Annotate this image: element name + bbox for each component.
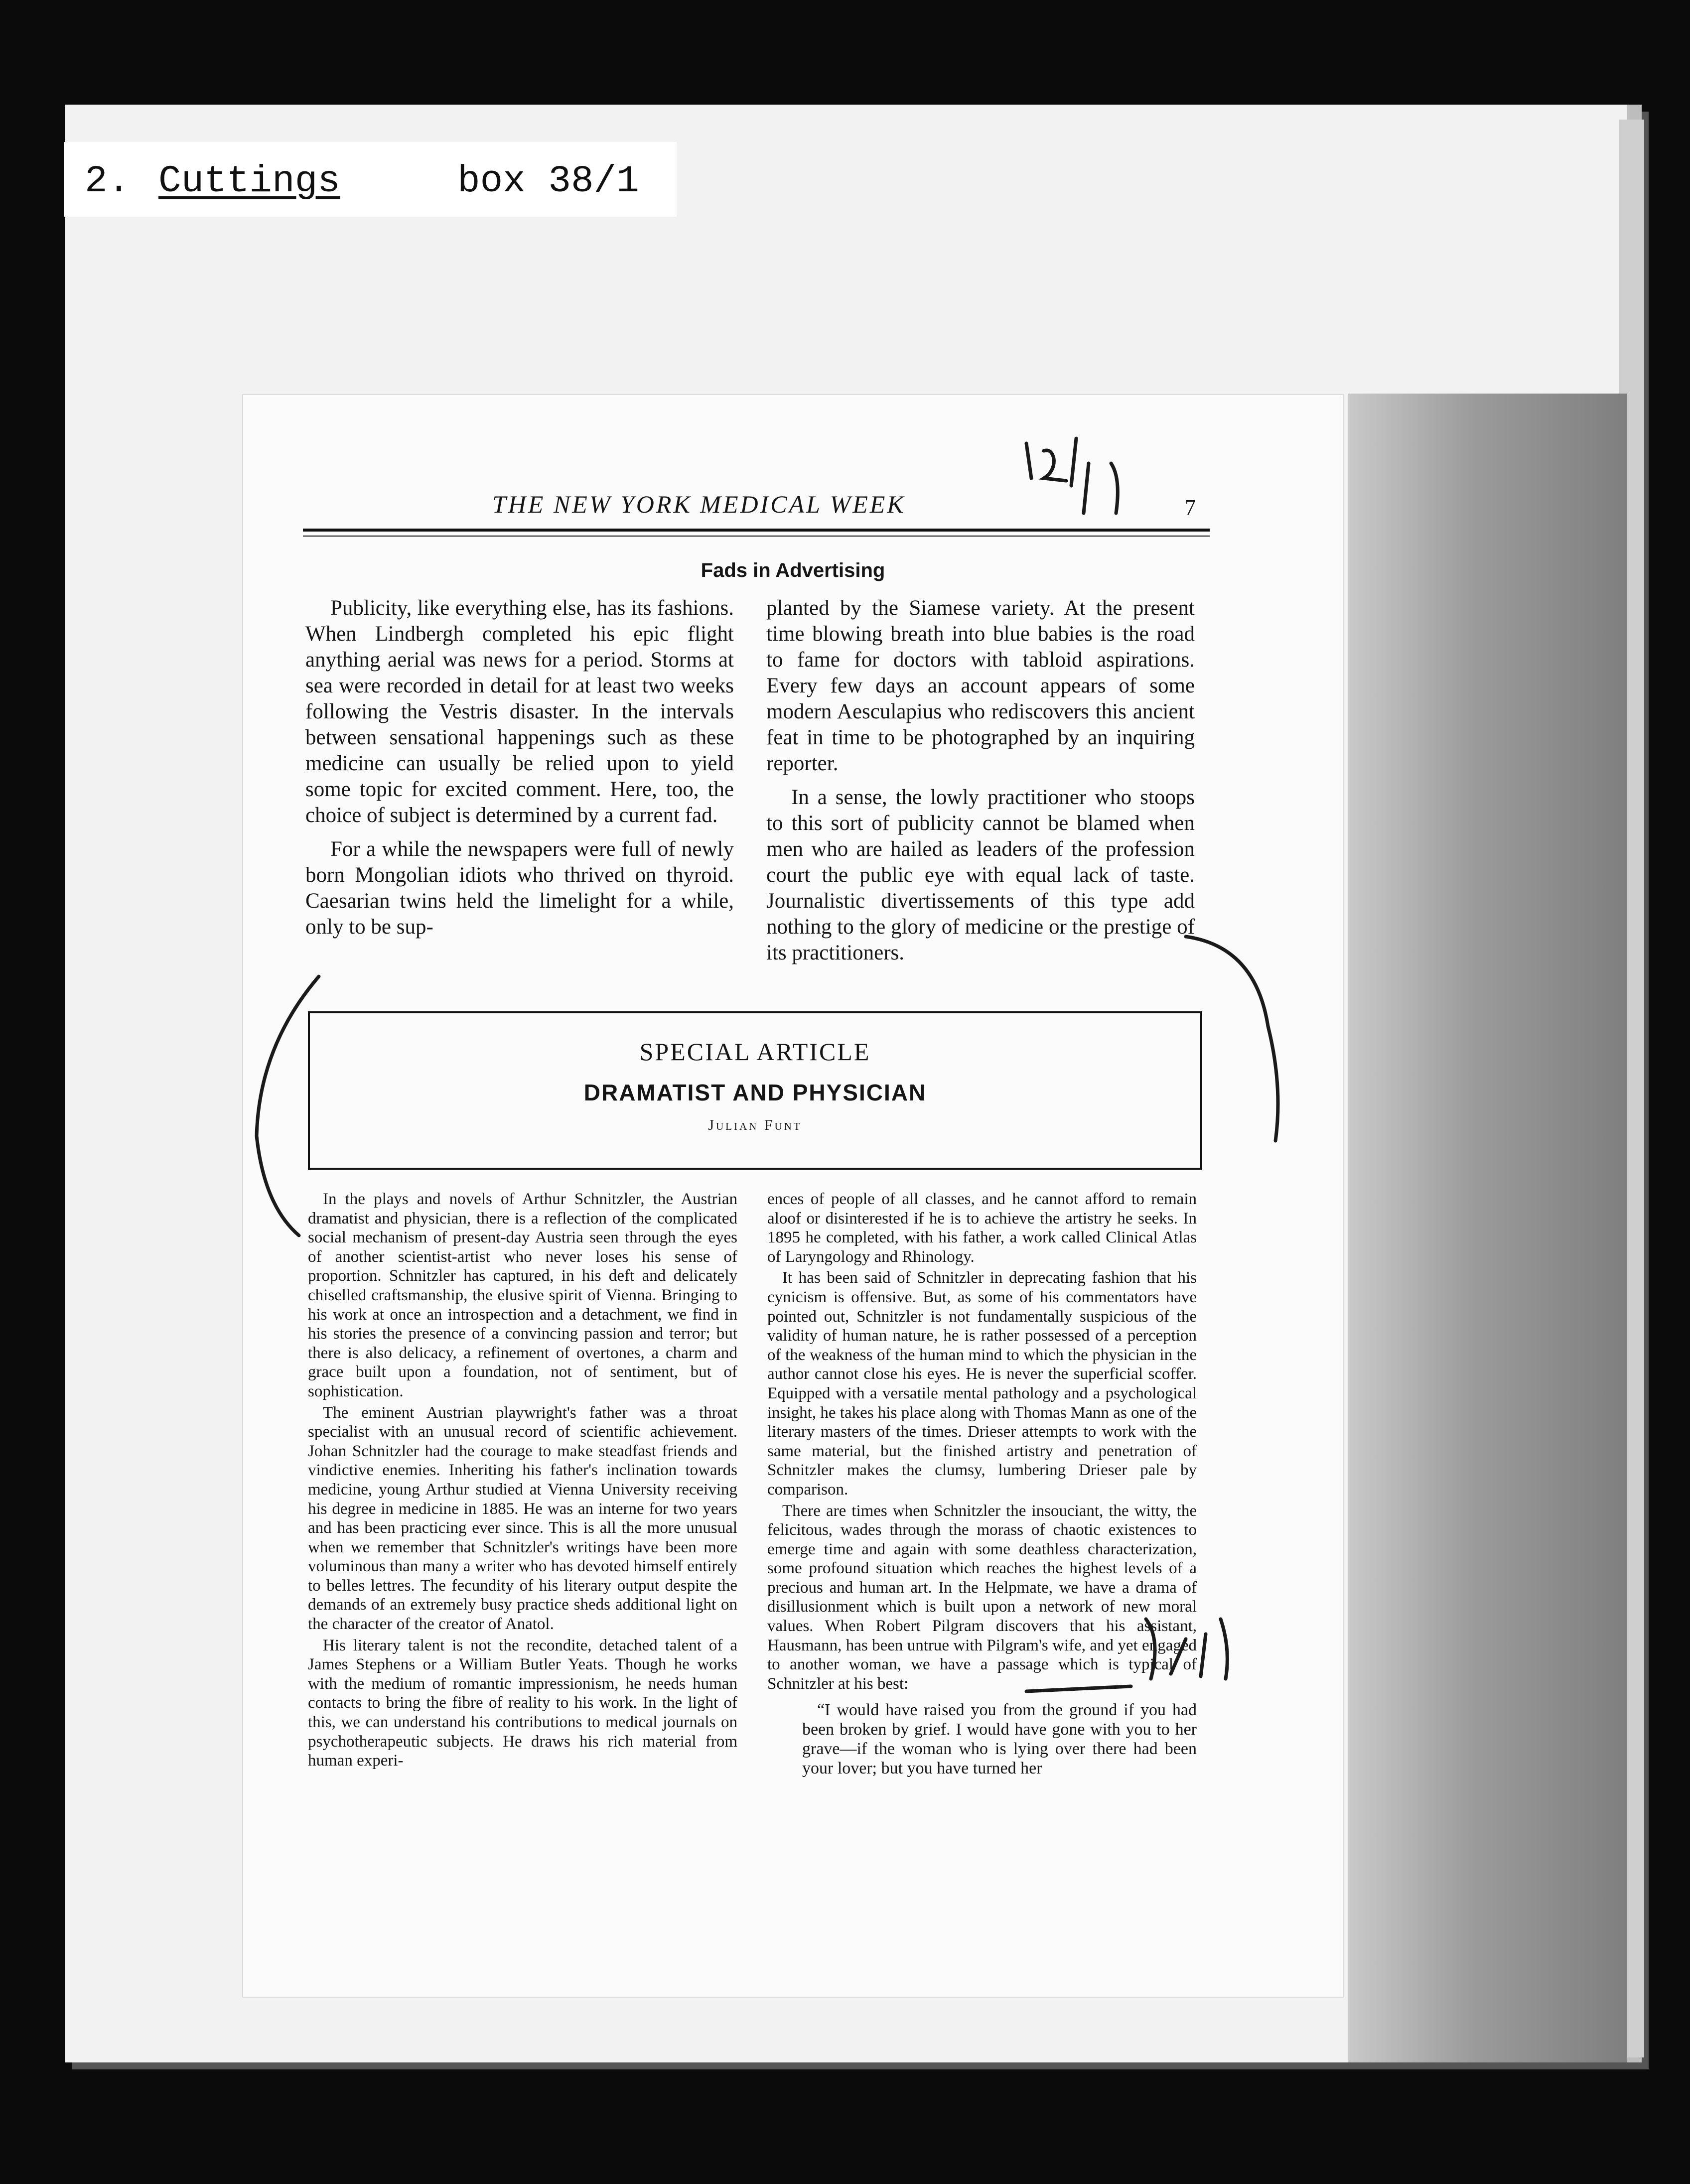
article-headline: DRAMATIST AND PHYSICIAN <box>583 1080 927 1105</box>
backing-sheet-shadow <box>1348 394 1627 2062</box>
editorial-column-1 <box>305 595 734 940</box>
archive-label-word: Cuttings <box>158 160 340 203</box>
archive-label-box: box 38/1 <box>457 160 639 203</box>
article-paragraph: The eminent Austrian playwright's father was a throat specialist with an unusual record of scientific achievement. Johan Schnitzler had the courage to make steadfast friends and vindictive enemies. Inheriting his father's inclination towards medicine, young Arthur studied at Vienna University receiving his degree in medicine in 1885. He was an interne for two years and has been practicing ever since. This is all the more unusual when we remember that Schnitzler's writings have been more voluminous than many a writer who has devoted himself entirely to belles lettres. The fecundity of his literary output despite the demands of an extremely busy practice sheds additional light on the character of the creator of Anatol. <box>308 1403 737 1634</box>
article-paragraph: It has been said of Schnitzler in deprecating fashion that his cynicism is offensive. But, as some of his commentators have pointed out, Schnitzler is not fundamentally suspicious of the validity of human nature, he is rather possessed of a perception of the weakness of the human mind to which the physician in the author cannot close his eyes. He is never the superficial scoffer. Equipped with a versatile mental pathology and a psychological insight, he takes his place along with Thomas Mann as one of the literary masters of the times. Drieser attempts to work with the same material, but the finished artistry and penetration of Schnitzler makes the clumsy, lumbering Drieser pale by comparison. <box>767 1269 1197 1499</box>
editorial-paragraph: For a while the newspapers were full of newly born Mongolian idiots who thrived on thyroid. Caesarian twins held the limelight for a while, only to be sup- <box>305 837 734 939</box>
article-quote: “I would have raised you from the ground if you had been broken by grief. I would have gone with you to her grave—if the woman who is lying over there had been your lover; but you have turned her <box>802 1701 1197 1778</box>
page-number: 7 <box>1185 495 1196 520</box>
archive-label-number: 2. <box>85 160 131 203</box>
newspaper-clipping <box>243 395 1343 1997</box>
article-column-1 <box>308 1190 737 1771</box>
article-author: Julian Funt <box>708 1117 802 1133</box>
archive-label <box>64 142 677 217</box>
article-paragraph: In the plays and novels of Arthur Schnitzler, the Austrian dramatist and physician, there is a reflection of the complicated social mechanism of present-day Austria seen through the eyes of another scientist-artist who never loses his sense of proportion. Schnitzler has captured, in his deft and delicately chiselled craftsmanship, the elusive spirit of Vienna. Bringing to his work at once an introspection and a detachment, we find in his stories the presence of a convincing passion and terror; but there is also delicacy, a refinement of overtones, a charm and grace built upon a foundation, not of sentiment, but of sophistication. <box>308 1190 737 1400</box>
masthead <box>303 490 1210 540</box>
editorial-paragraph: Publicity, like everything else, has its fashions. When Lindbergh completed his epic flight anything aerial was news for a period. Storms at sea were recorded in detail for at least two weeks following the Vestris disaster. In the intervals between sensational happenings such as these medicine can usually be relied upon to yield some topic for excited comment. Here, too, the choice of subject is determined by a current fad. <box>305 596 734 827</box>
special-kicker: SPECIAL ARTICLE <box>639 1038 871 1066</box>
editorial-paragraph: planted by the Siamese variety. At the present time blowing breath into blue babies is the road to fame for doctors with tabloid aspirations. Every few days an account appears of some modern Aesculapius who rediscovers this ancient feat in time to be photographed by an inquiring reporter. <box>766 596 1195 775</box>
article-column-2 <box>767 1190 1197 1778</box>
editorial-column-2 <box>766 595 1195 966</box>
journal-title: THE NEW YORK MEDICAL WEEK <box>492 490 906 518</box>
article-paragraph: ences of people of all classes, and he cannot afford to remain aloof or disinterested if he is to achieve the artistry he seeks. In 1895 he completed, with his father, a work called Clinical Atlas of Laryngology and Rhinology. <box>767 1190 1197 1266</box>
editorial-paragraph: In a sense, the lowly practitioner who stoops to this sort of publicity cannot be blamed when men who are hailed as leaders of the profession court the public eye with equal lack of taste. Journalistic divertissements of this type add nothing to the glory of medicine or the prestige of its practitioners. <box>766 786 1195 964</box>
editorial-title: Fads in Advertising <box>701 559 885 581</box>
article-paragraph: His literary talent is not the recondite, detached talent of a James Stephens or a William Butler Yeats. Though he works with the medium of romantic impressionism, he needs human contacts to bring the fibre of reality to his work. In the light of this, we can understand his contributions to medical journals on psychotherapeutic subjects. He draws his rich material from human experi- <box>308 1636 737 1770</box>
masthead-rule-thin <box>303 536 1210 537</box>
article-paragraph: There are times when Schnitzler the insouciant, the witty, the felicitous, wades through the morass of chaotic existences to emerge time and again with some deathless characterization, some profound situation which reaches the highest levels of a precious and human art. In the Helpmate, we have a drama of disillusionment which is built upon a network of new moral values. When Robert Pilgram discovers that his assistant, Hausmann, has been untrue with Pilgram's wife, and yet engaged to another woman, we have a passage which is typical of Schnitzler at his best: <box>767 1502 1197 1693</box>
special-article-box <box>308 1011 1202 1170</box>
masthead-rule <box>303 529 1210 532</box>
